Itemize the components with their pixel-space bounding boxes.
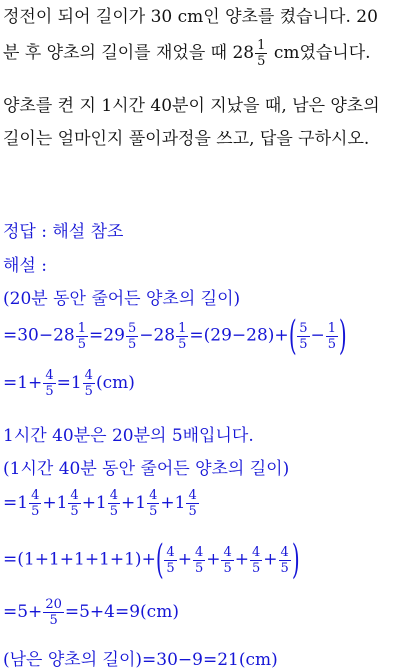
final-answer: (남은 양초의 길이)=30−9=21(cm) — [3, 650, 278, 670]
step-20min-calc: =30−28 $\frac{1}{5}$ =29 $\frac{5}{5}$ −28 $\frac{1}{5}$ =(29−28)+( $\frac{5}{5}$ − $\frac{1}{5}$ ) — [3, 313, 347, 359]
step-100min-result: =5+ $\frac{20}{5}$ =5+4=9(cm) — [3, 597, 179, 628]
question-line-1: 정전이 되어 길이가 30 cm인 양초를 켰습니다. 20 — [3, 7, 378, 27]
step-100min-sum: =1 $\frac{4}{5}$ +1 $\frac{4}{5}$ +1 $\frac{4}{5}$ +1 $\frac{4}{5}$ +1 $\frac{4}{5}$ — [3, 488, 197, 519]
question-line-2-unit: cm였습니다. — [273, 43, 371, 63]
question-fraction: $\frac{1}{5}$ — [257, 38, 266, 69]
step-ratio: 1시간 40분은 20분의 5배입니다. — [3, 426, 254, 446]
question-line-4: 길이는 얼마인지 풀이과정을 쓰고, 답을 구하시오. — [3, 129, 370, 149]
question-line-2 — [3, 38, 371, 69]
question-line-2-text: 분 후 양초의 길이를 재었을 때 28 — [3, 43, 255, 63]
question-line-3: 양초를 켠 지 1시간 40분이 지났을 때, 남은 양초의 — [3, 96, 380, 116]
answer-header: 정답 : 해설 참조 — [3, 222, 124, 242]
explanation-label: 해설 : — [3, 256, 47, 276]
step-100min-grouped: =(1+1+1+1+1)+( $\frac{4}{5}$ + $\frac{4}{5}$ + $\frac{4}{5}$ + $\frac{4}{5}$ + $\frac{4}{5}$ ) — [3, 537, 300, 583]
step-20min-result: =1+ $\frac{4}{5}$ =1 $\frac{4}{5}$ (cm) — [3, 368, 135, 399]
step-100min-title: (1시간 40분 동안 줄어든 양초의 길이) — [3, 459, 290, 479]
step-20min-title: (20분 동안 줄어든 양초의 길이) — [3, 289, 241, 309]
